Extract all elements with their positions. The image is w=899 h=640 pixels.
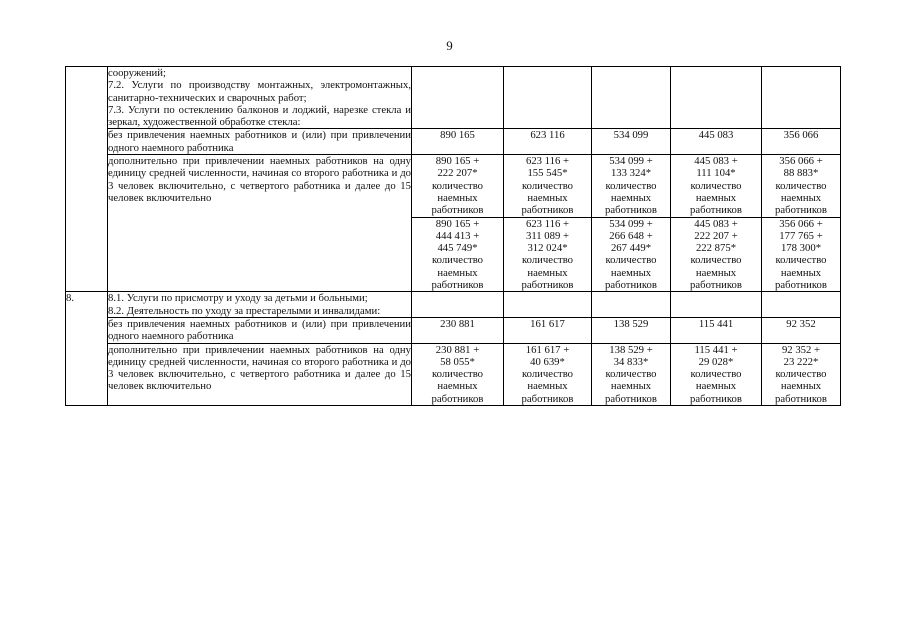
formula-line: 58 055* xyxy=(440,355,475,368)
formula-cell xyxy=(592,343,671,405)
section-8-header-cell xyxy=(108,292,412,318)
formula-line: 111 104* xyxy=(696,167,736,180)
formula-line: 177 765 + xyxy=(779,229,823,242)
section-7-header-cell xyxy=(108,67,412,129)
formula-line: 623 116 + xyxy=(525,155,570,168)
unit-label: количество наемных работников xyxy=(690,254,742,292)
section-7-header-line: сооружений; xyxy=(108,67,166,79)
value-cell: 356 066 xyxy=(762,129,841,155)
section-8-header-line: 8.1. Услуги по присмотру и уходу за детьми и больными; xyxy=(108,292,368,305)
unit-label: количество наемных работников xyxy=(431,368,484,405)
formula-line: 623 116 + xyxy=(525,217,570,230)
formula-line: 138 529 + xyxy=(609,343,653,356)
formula-line: 312 024* xyxy=(527,242,568,255)
formula-cell xyxy=(762,343,841,405)
formula-line: 445 749* xyxy=(437,242,478,255)
formula-line: 356 066 + xyxy=(779,217,823,230)
formula-cell xyxy=(762,217,841,292)
formula-line: 133 324* xyxy=(610,167,652,180)
section-7-header-line: 7.3. Услуги по остеклению балконов и лоджий, нарезке стекла и зеркал, художественной обработке стекла: xyxy=(108,103,411,129)
value-cell: 445 083 xyxy=(671,129,762,155)
unit-label: количество наемных работников xyxy=(605,368,657,405)
formula-line: 178 300* xyxy=(780,242,822,255)
formula-cell xyxy=(504,217,592,292)
page-number: 9 xyxy=(446,38,453,53)
formula-line: 534 099 + xyxy=(609,155,653,168)
formula-line: 115 441 + xyxy=(694,343,738,356)
formula-cell xyxy=(504,343,592,405)
section-8-extra-row xyxy=(66,343,841,405)
row-label: дополнительно при привлечении наемных работников на одну единицу средней численности, начиная со второго работника и до 3 человек включительно, с четвертого работника и далее до 15 человек включительно xyxy=(108,343,412,405)
unit-label: количество наемных работников xyxy=(605,254,657,292)
formula-line: 890 165 + xyxy=(435,155,480,168)
unit-label: количество наемных работников xyxy=(690,368,742,405)
formula-line: 267 449* xyxy=(610,242,652,255)
formula-line: 356 066 + xyxy=(779,155,823,168)
formula-line: 155 545* xyxy=(527,167,568,180)
formula-line: 230 881 + xyxy=(435,343,480,356)
section-7-no-hire-row xyxy=(66,129,841,155)
formula-line: 40 639* xyxy=(530,355,565,368)
section-7-extra-row xyxy=(66,155,841,217)
row-label: без привлечения наемных работников и (или) при привлечении одного наемного работника xyxy=(108,317,411,343)
formula-line: 311 089 + xyxy=(525,229,570,242)
formula-cell xyxy=(412,155,504,217)
value-cell: 230 881 xyxy=(412,317,504,343)
formula-cell xyxy=(671,217,762,292)
section-8-no-hire-row xyxy=(66,317,841,343)
formula-line: 23 222* xyxy=(783,355,819,368)
formula-cell xyxy=(671,155,762,217)
section-8-header-line: 8.2. Деятельность по уходу за престарелыми и инвалидами: xyxy=(108,304,381,317)
unit-label: количество наемных работников xyxy=(431,254,484,292)
section-8-number: 8. xyxy=(66,292,108,406)
unit-label: количество наемных работников xyxy=(775,368,827,405)
formula-cell xyxy=(504,155,592,217)
formula-line: 534 099 + xyxy=(609,217,653,230)
unit-label: количество наемных работников xyxy=(521,179,574,217)
value-cell: 534 099 xyxy=(592,129,671,155)
formula-cell xyxy=(412,343,504,405)
formula-line: 222 207 + xyxy=(694,229,738,242)
formula-cell xyxy=(592,155,671,217)
formula-line: 92 352 + xyxy=(781,343,821,356)
formula-line: 222 875* xyxy=(695,242,737,255)
value-cell: 161 617 xyxy=(504,317,592,343)
unit-label: количество наемных работников xyxy=(605,179,657,217)
section-7-number-cell xyxy=(66,67,108,292)
unit-label: количество наемных работников xyxy=(431,179,484,217)
unit-label: количество наемных работников xyxy=(775,254,827,292)
value-cell: 623 116 xyxy=(504,129,592,155)
formula-cell xyxy=(762,155,841,217)
section-7-header-row xyxy=(66,67,841,129)
formula-line: 890 165 + xyxy=(435,217,480,230)
value-cell: 890 165 xyxy=(412,129,504,155)
tariff-table xyxy=(65,66,841,406)
section-7-header-line: 7.2. Услуги по производству монтажных, электромонтажных, санитарно-технических и сварочных работ; xyxy=(108,79,411,104)
unit-label: количество наемных работников xyxy=(775,179,827,217)
formula-line: 445 083 + xyxy=(694,155,738,168)
formula-line: 222 207* xyxy=(437,167,478,180)
formula-line: 161 617 + xyxy=(525,343,570,356)
formula-cell xyxy=(592,217,671,292)
value-cell: 138 529 xyxy=(592,317,671,343)
value-cell: 92 352 xyxy=(762,317,841,343)
unit-label: количество наемных работников xyxy=(521,254,574,292)
formula-line: 34 833* xyxy=(613,355,649,368)
formula-cell xyxy=(412,217,504,292)
formula-cell xyxy=(671,343,762,405)
row-label: дополнительно при привлечении наемных работников на одну единицу средней численности, начиная со второго работника и до 3 человек включительно, с четвертого работника и далее до 15 человек включительно xyxy=(108,155,412,292)
unit-label: количество наемных работников xyxy=(690,179,742,217)
formula-line: 29 028* xyxy=(698,355,734,368)
unit-label: количество наемных работников xyxy=(521,368,574,405)
section-8-header-row xyxy=(66,292,841,318)
row-label: без привлечения наемных работников и (или) при привлечении одного наемного работника xyxy=(108,129,411,154)
formula-line: 88 883* xyxy=(783,167,819,180)
formula-line: 444 413 + xyxy=(435,229,480,242)
formula-line: 266 648 + xyxy=(609,229,653,242)
value-cell: 115 441 xyxy=(671,317,762,343)
formula-line: 445 083 + xyxy=(694,217,738,230)
